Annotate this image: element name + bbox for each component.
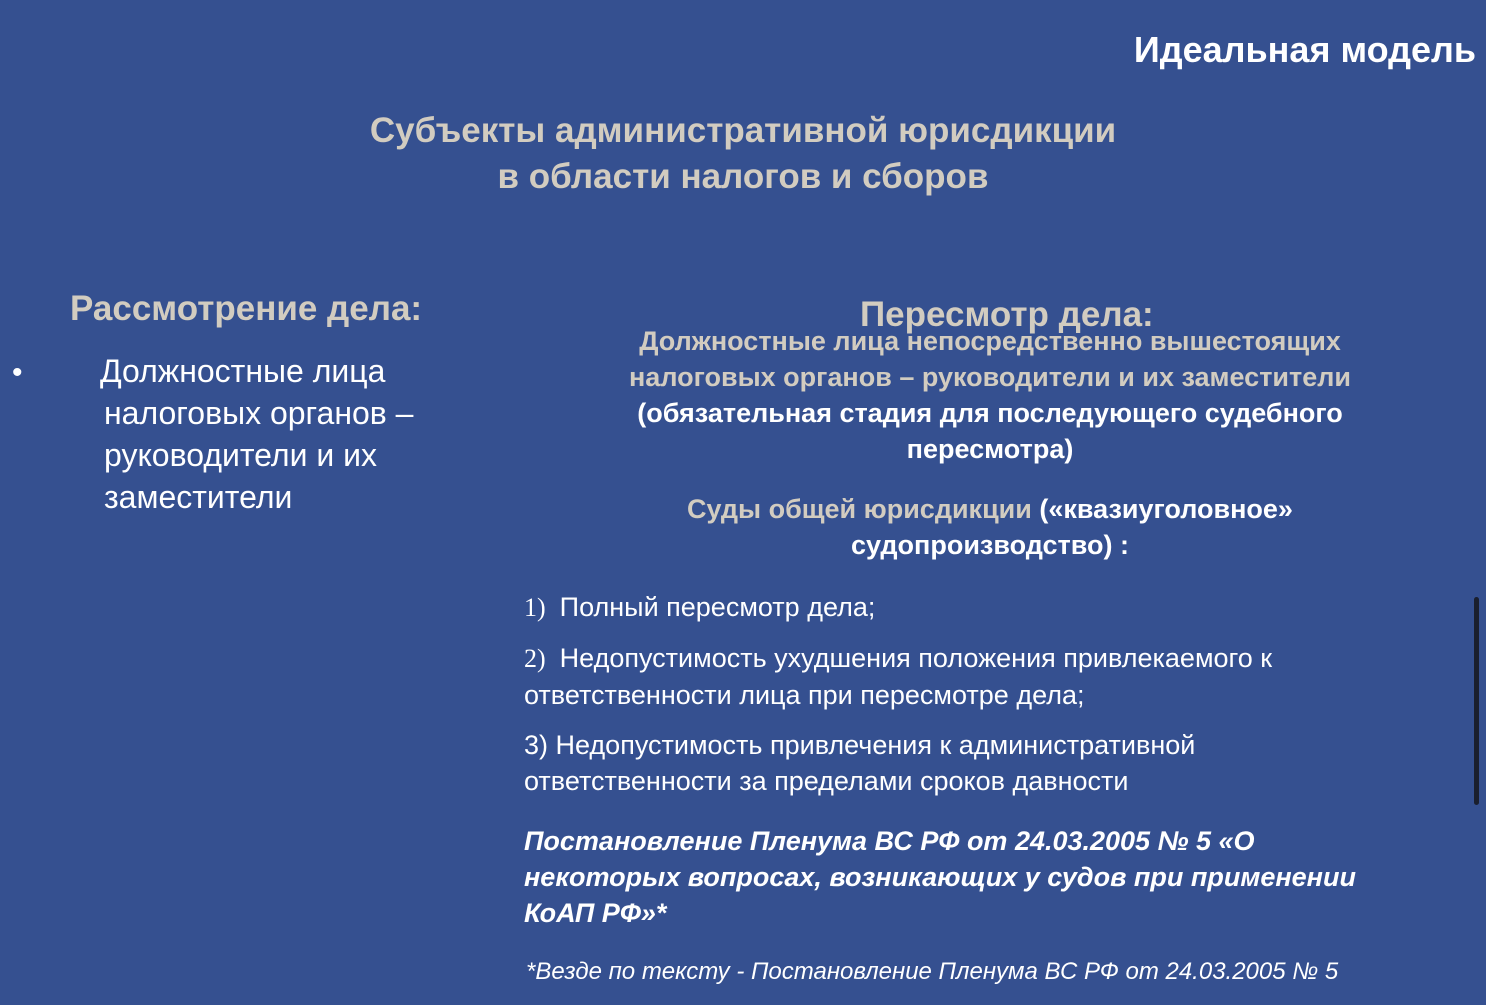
list-item-3-text-2: ответственности за пределами сроков давности xyxy=(524,766,1129,796)
review-line-1: Должностные лица xyxy=(100,353,386,389)
revision-heading: Пересмотр дела: xyxy=(860,295,1154,334)
slide-title-line-2: в области налогов и сборов xyxy=(497,157,989,196)
list-item-1-number: 1) xyxy=(524,593,546,622)
tax-authority-line-2: налоговых органов – руководители и их заместители xyxy=(629,362,1351,392)
courts-line-2: судопроизводство) : xyxy=(851,530,1129,560)
courts-block xyxy=(560,491,1420,563)
list-item-2-text: Недопустимость ухудшения положения привлекаемого к xyxy=(559,643,1273,673)
review-subject-text xyxy=(100,350,460,518)
list-item-2 xyxy=(524,640,1444,713)
slide-title-line-1: Субъекты административной юрисдикции xyxy=(369,111,1117,150)
corner-title: Идеальная модель xyxy=(1133,29,1476,70)
courts-qualifier: («квазиуголовное» xyxy=(1031,494,1293,524)
list-item-1 xyxy=(524,589,1444,626)
tax-authority-line-1: Должностные лица непосредственно вышестоящих xyxy=(639,326,1341,356)
review-line-2: налоговых органов – xyxy=(104,395,414,431)
list-item-3-text: 3) Недопустимость привлечения к административной xyxy=(524,730,1196,760)
footnote: *Везде по тексту - Постановление Пленума ВС РФ от 24.03.2005 № 5 xyxy=(526,958,1339,985)
decree-line-3: КоАП РФ»* xyxy=(524,898,667,928)
list-item-3 xyxy=(524,727,1444,799)
decree-reference xyxy=(524,823,1464,931)
tax-authority-block xyxy=(560,323,1420,467)
list-item-1-text: Полный пересмотр дела; xyxy=(559,592,876,622)
scrollbar[interactable] xyxy=(1474,597,1479,805)
list-item-2-number: 2) xyxy=(524,644,546,673)
tax-authority-line-3: (обязательная стадия для последующего судебного xyxy=(637,398,1343,428)
tax-authority-line-4: пересмотра) xyxy=(906,434,1074,464)
decree-line-2: некоторых вопросах, возникающих у судов при применении xyxy=(524,862,1356,892)
bullet-icon: • xyxy=(12,356,23,389)
courts-label: Суды общей юрисдикции xyxy=(687,494,1032,524)
review-line-4: заместители xyxy=(104,479,293,515)
decree-line-1: Постановление Пленума ВС РФ от 24.03.2005 № 5 «О xyxy=(524,826,1255,856)
review-heading: Рассмотрение дела: xyxy=(70,289,423,328)
slide-title xyxy=(0,108,1486,200)
courts-line-1 xyxy=(560,491,1420,527)
review-line-3: руководители и их xyxy=(104,437,377,473)
list-item-2-text-2: ответственности лица при пересмотре дела; xyxy=(524,680,1085,710)
